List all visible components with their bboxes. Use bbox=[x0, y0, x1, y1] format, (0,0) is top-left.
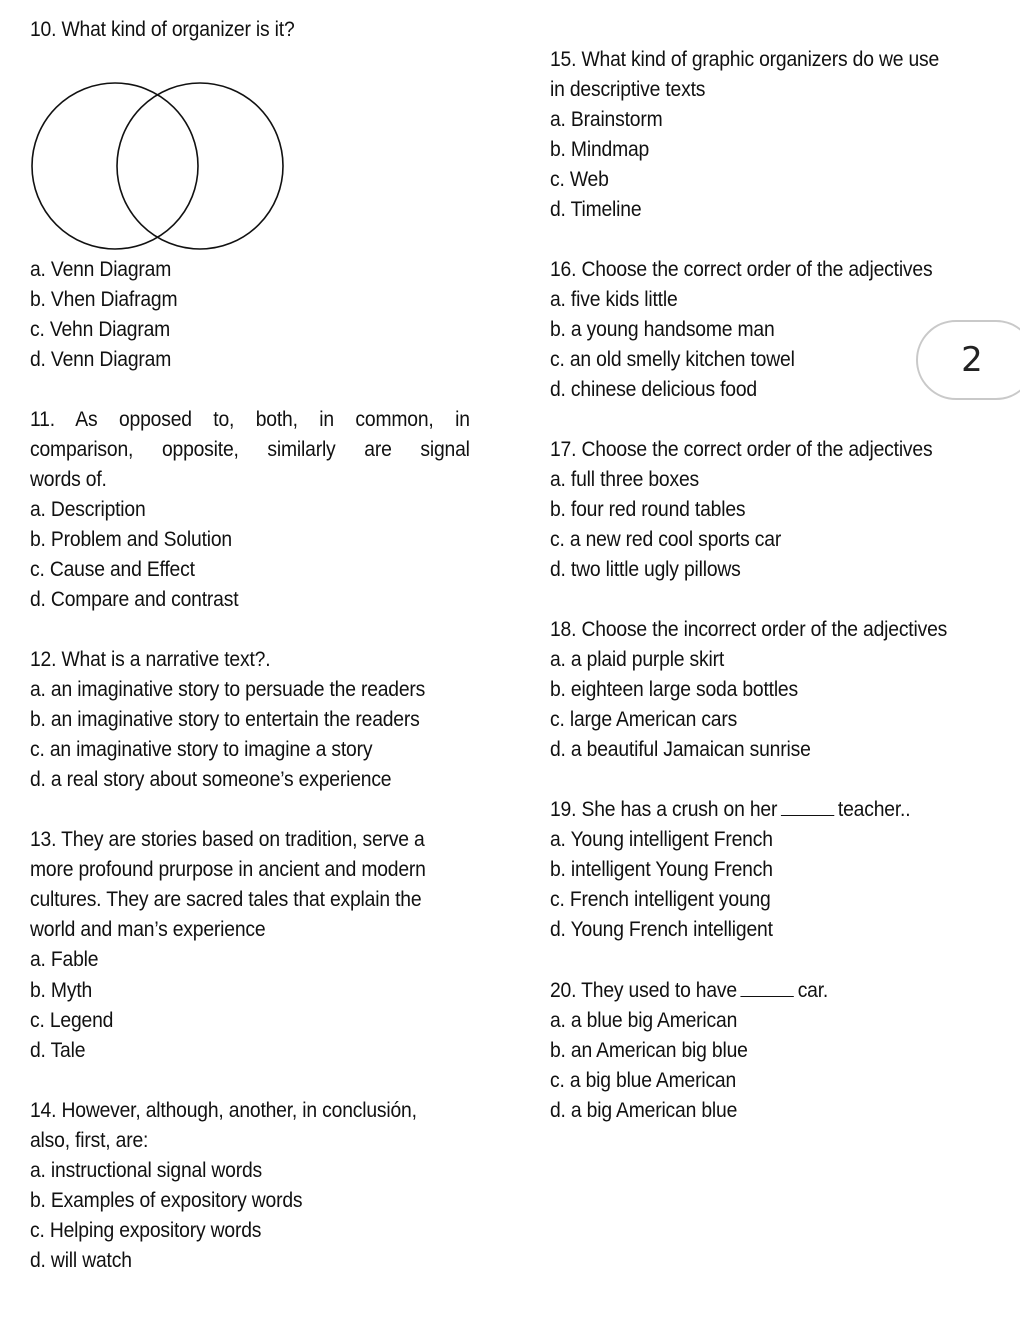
q20-option-d: d. a big American blue bbox=[550, 1099, 738, 1122]
q11-option-b: b. Problem and Solution bbox=[30, 528, 232, 551]
q16-option-d: d. chinese delicious food bbox=[550, 378, 757, 401]
q11-option-c: c. Cause and Effect bbox=[30, 558, 195, 581]
question-15-line-2: in descriptive texts bbox=[550, 78, 706, 101]
q10-option-a: a. Venn Diagram bbox=[30, 258, 172, 281]
question-13-line-1: 13. They are stories based on tradition, serve a bbox=[30, 828, 425, 851]
question-18: 18. Choose the incorrect order of the adjectives bbox=[550, 618, 948, 641]
question-20-suffix: car. bbox=[797, 979, 829, 1002]
q16-option-b: b. a young handsome man bbox=[550, 318, 775, 341]
q14-option-d: d. will watch bbox=[30, 1249, 132, 1272]
answer-blank bbox=[781, 797, 834, 816]
q19-option-a: a. Young intelligent French bbox=[550, 828, 773, 851]
question-11-line-3: words of. bbox=[30, 468, 107, 491]
q17-option-a: a. full three boxes bbox=[550, 468, 700, 491]
venn-left-circle bbox=[32, 83, 198, 249]
question-15-line-1: 15. What kind of graphic organizers do we use bbox=[550, 48, 940, 71]
q12-option-d: d. a real story about someone’s experience bbox=[30, 768, 392, 791]
q16-option-c: c. an old smelly kitchen towel bbox=[550, 348, 795, 371]
q16-option-a: a. five kids little bbox=[550, 288, 678, 311]
question-14-line-2: also, first, are: bbox=[30, 1129, 149, 1152]
q10-option-d: d. Venn Diagram bbox=[30, 348, 172, 371]
q13-option-c: c. Legend bbox=[30, 1009, 114, 1032]
question-10: 10. What kind of organizer is it? bbox=[30, 18, 295, 41]
q11-option-d: d. Compare and contrast bbox=[30, 588, 239, 611]
q12-option-b: b. an imaginative story to entertain the readers bbox=[30, 708, 420, 731]
q13-option-b: b. Myth bbox=[30, 979, 93, 1002]
question-13-line-4: world and man’s experience bbox=[30, 918, 266, 941]
q17-option-b: b. four red round tables bbox=[550, 498, 746, 521]
q15-option-a: a. Brainstorm bbox=[550, 108, 663, 131]
answer-blank bbox=[741, 978, 794, 997]
question-11-line-1: 11. As opposed to, both, in common, in bbox=[30, 408, 470, 431]
question-19 bbox=[550, 795, 910, 825]
q14-option-a: a. instructional signal words bbox=[30, 1159, 262, 1182]
q15-option-d: d. Timeline bbox=[550, 198, 642, 221]
q19-option-c: c. French intelligent young bbox=[550, 888, 771, 911]
question-12: 12. What is a narrative text?. bbox=[30, 648, 271, 671]
q19-option-d: d. Young French intelligent bbox=[550, 918, 773, 941]
q18-option-c: c. large American cars bbox=[550, 708, 738, 731]
q13-option-d: d. Tale bbox=[30, 1039, 86, 1062]
q18-option-d: d. a beautiful Jamaican sunrise bbox=[550, 738, 811, 761]
question-13-line-2: more profound prurpose in ancient and modern bbox=[30, 858, 426, 881]
question-16: 16. Choose the correct order of the adjectives bbox=[550, 258, 933, 281]
question-19-prefix: 19. She has a crush on her bbox=[550, 798, 778, 821]
page-number: 2 bbox=[961, 340, 983, 380]
q15-option-c: c. Web bbox=[550, 168, 609, 191]
q14-option-b: b. Examples of expository words bbox=[30, 1189, 303, 1212]
question-14-line-1: 14. However, although, another, in conclusión, bbox=[30, 1099, 417, 1122]
question-17: 17. Choose the correct order of the adjectives bbox=[550, 438, 933, 461]
q13-option-a: a. Fable bbox=[30, 948, 99, 971]
q20-option-a: a. a blue big American bbox=[550, 1009, 738, 1032]
question-20-prefix: 20. They used to have bbox=[550, 979, 737, 1002]
q18-option-a: a. a plaid purple skirt bbox=[550, 648, 725, 671]
question-11-line-2: comparison, opposite, similarly are signal bbox=[30, 438, 470, 461]
question-19-suffix: teacher.. bbox=[837, 798, 911, 821]
q17-option-c: c. a new red cool sports car bbox=[550, 528, 782, 551]
venn-right-circle bbox=[117, 83, 283, 249]
q15-option-b: b. Mindmap bbox=[550, 138, 650, 161]
question-20 bbox=[550, 976, 828, 1006]
q20-option-c: c. a big blue American bbox=[550, 1069, 737, 1092]
q18-option-b: b. eighteen large soda bottles bbox=[550, 678, 798, 701]
q17-option-d: d. two little ugly pillows bbox=[550, 558, 741, 581]
q20-option-b: b. an American big blue bbox=[550, 1039, 748, 1062]
venn-diagram bbox=[30, 78, 290, 254]
q10-option-b: b. Vhen Diafragm bbox=[30, 288, 178, 311]
q14-option-c: c. Helping expository words bbox=[30, 1219, 262, 1242]
q10-option-c: c. Vehn Diagram bbox=[30, 318, 171, 341]
q12-option-c: c. an imaginative story to imagine a story bbox=[30, 738, 373, 761]
q12-option-a: a. an imaginative story to persuade the readers bbox=[30, 678, 426, 701]
q19-option-b: b. intelligent Young French bbox=[550, 858, 773, 881]
q11-option-a: a. Description bbox=[30, 498, 146, 521]
question-13-line-3: cultures. They are sacred tales that explain the bbox=[30, 888, 422, 911]
page-number-badge[interactable] bbox=[916, 320, 1020, 400]
